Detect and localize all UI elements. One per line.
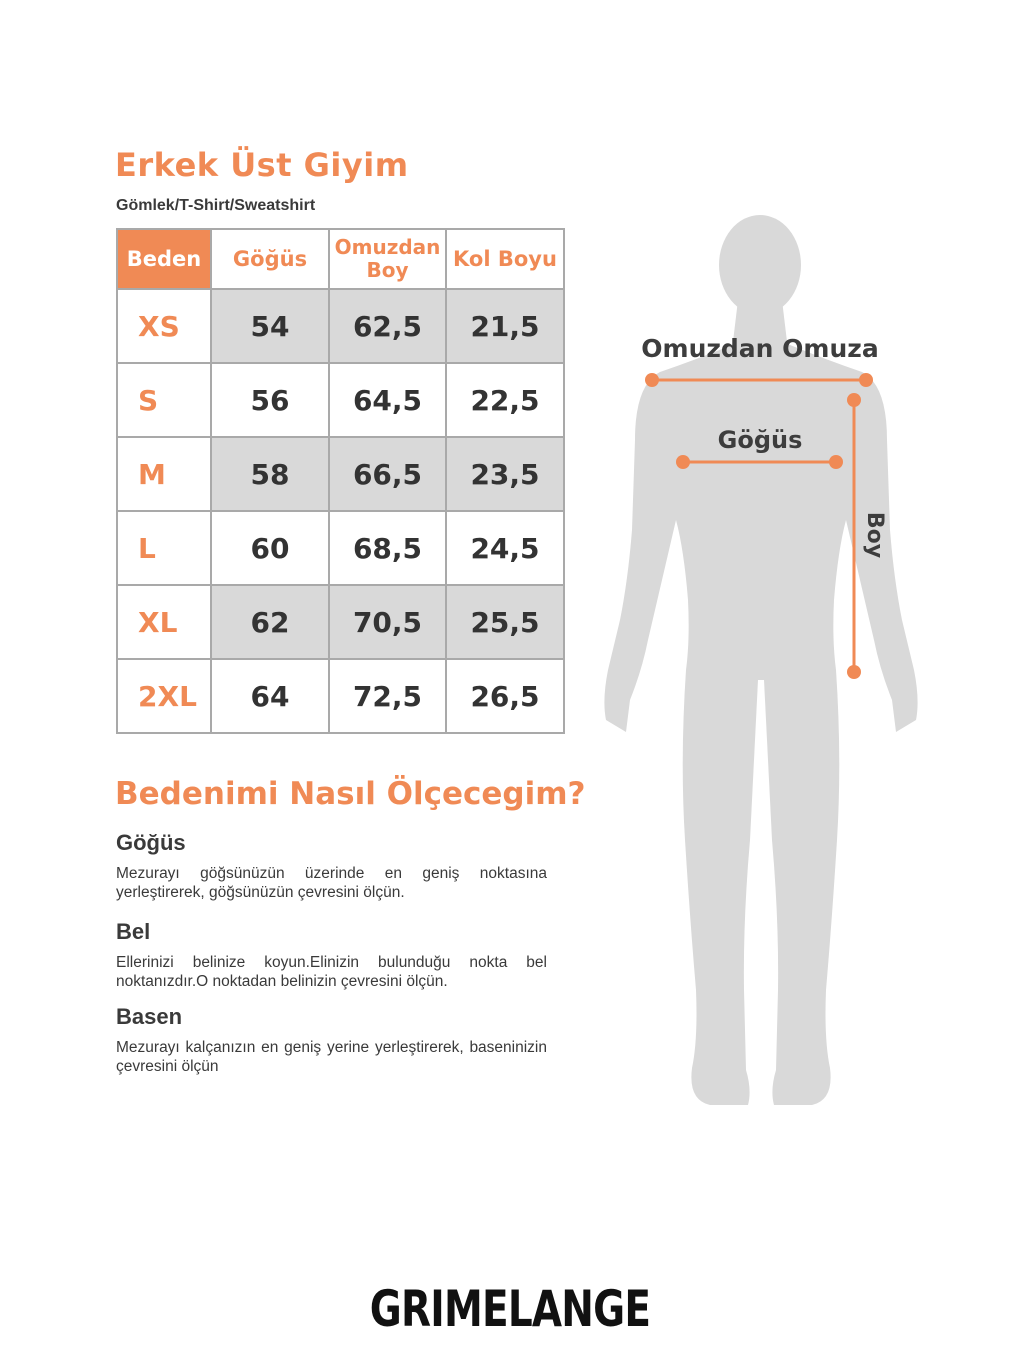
guide-hip-title: Basen [116, 1004, 183, 1029]
size-label: XS [117, 289, 211, 363]
header-kol-boyu: Kol Boyu [446, 229, 564, 289]
sleeve-value: 25,5 [446, 585, 564, 659]
guide-hip-text: Mezurayı kalçanızın en geniş yerine yerleştirerek, baseninizin çevresini ölçün [116, 1039, 547, 1075]
sleeve-value: 24,5 [446, 511, 564, 585]
length-value: 68,5 [329, 511, 446, 585]
table-row [117, 289, 564, 363]
chest-left-dot [676, 455, 690, 469]
length-value: 70,5 [329, 585, 446, 659]
table-row [117, 659, 564, 733]
page-subtitle: Gömlek/T-Shirt/Sweatshirt [116, 197, 316, 214]
length-top-dot [847, 393, 861, 407]
guide-chest-title: Göğüs [116, 830, 186, 855]
table-header-row [117, 229, 564, 289]
chest-value: 54 [211, 289, 329, 363]
chest-label: Göğüs [717, 426, 803, 454]
shoulder-right-dot [859, 373, 873, 387]
table-row [117, 585, 564, 659]
length-bottom-dot [847, 665, 861, 679]
chest-right-dot [829, 455, 843, 469]
sleeve-value: 23,5 [446, 437, 564, 511]
size-label: L [117, 511, 211, 585]
length-value: 66,5 [329, 437, 446, 511]
chest-value: 56 [211, 363, 329, 437]
table-row [117, 437, 564, 511]
header-omuzdan-boy: Omuzdan Boy [329, 229, 446, 289]
header-gogus: Göğüs [211, 229, 329, 289]
guide-chest-text: Mezurayı göğsünüzün üzerinde en geniş noktasına yerleştirerek, göğsünüzün çevresini ölçün. [116, 865, 547, 901]
chest-value: 60 [211, 511, 329, 585]
guide-heading: Bedenimi Nasıl Ölçecegim? [115, 776, 586, 812]
chest-value: 62 [211, 585, 329, 659]
size-label: XL [117, 585, 211, 659]
header-beden: Beden [117, 229, 211, 289]
shoulder-left-dot [645, 373, 659, 387]
shoulder-label: Omuzdan Omuza [641, 334, 879, 363]
sleeve-value: 22,5 [446, 363, 564, 437]
table-row [117, 363, 564, 437]
size-table [116, 228, 565, 734]
table-row [117, 511, 564, 585]
sleeve-value: 26,5 [446, 659, 564, 733]
size-label: S [117, 363, 211, 437]
guide-waist-text: Ellerinizi belinize koyun.Elinizin bulunduğu nokta bel noktanızdır.O noktadan belinizin çevresini ölçün. [116, 954, 547, 990]
chest-value: 64 [211, 659, 329, 733]
length-label: Boy [862, 511, 887, 559]
length-value: 72,5 [329, 659, 446, 733]
sleeve-value: 21,5 [446, 289, 564, 363]
page-title: Erkek Üst Giyim [115, 146, 409, 184]
length-value: 64,5 [329, 363, 446, 437]
body-figure [580, 200, 930, 1120]
size-label: 2XL [117, 659, 211, 733]
brand-logo: GRIMELANGE [369, 1280, 651, 1338]
chest-value: 58 [211, 437, 329, 511]
size-label: M [117, 437, 211, 511]
guide-waist-title: Bel [116, 919, 151, 944]
length-value: 62,5 [329, 289, 446, 363]
